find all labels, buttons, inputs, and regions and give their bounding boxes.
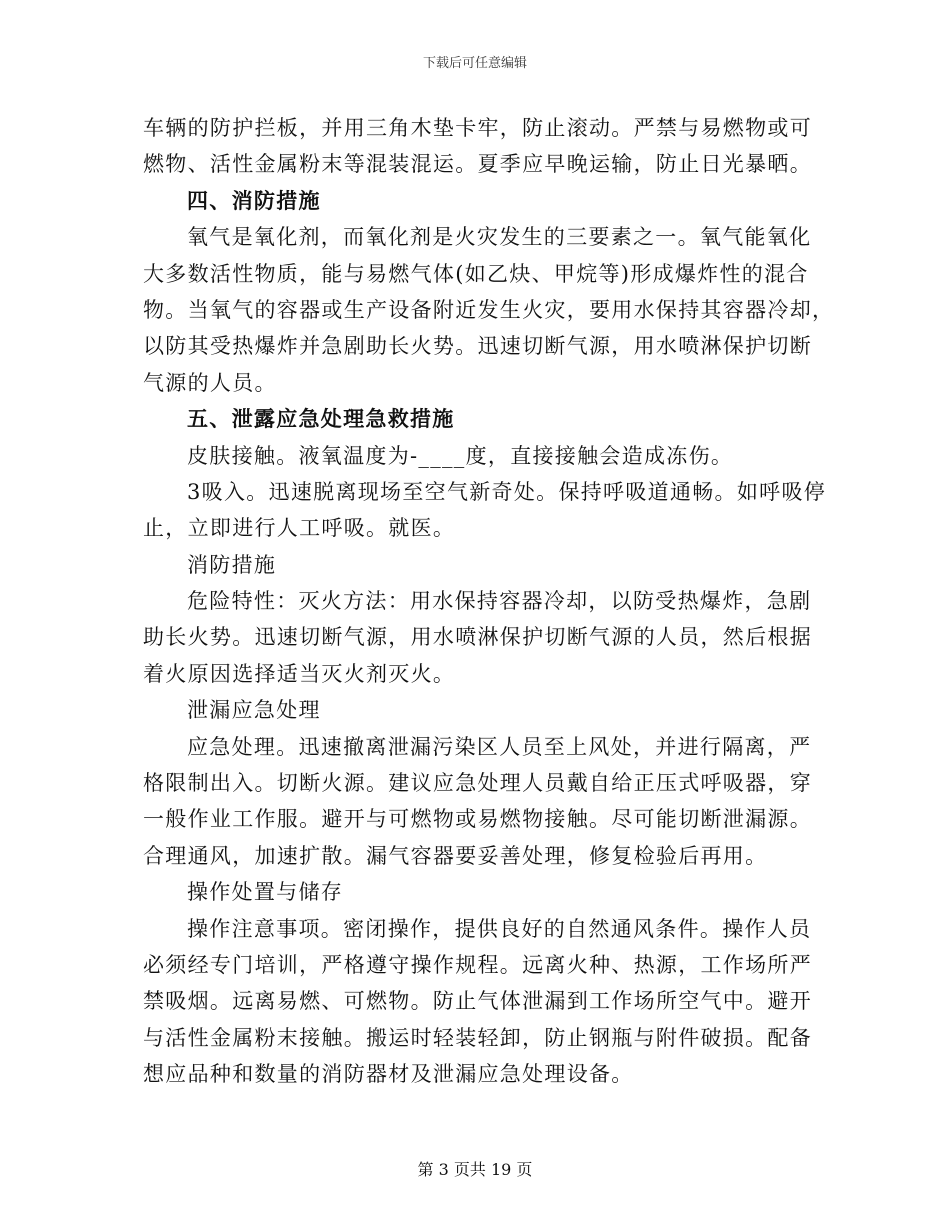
text-line: 消防措施 <box>187 552 277 577</box>
text-line: 危险特性：灭火方法：用水保持容器冷却，以防受热爆炸，急剧 <box>187 589 812 614</box>
document-body <box>143 110 835 1093</box>
text-line: 3吸入。迅速脱离现场至空气新奇处。保持呼吸道通畅。如呼吸停 <box>187 479 827 504</box>
text-line: 格限制出入。切断火源。建议应急处理人员戴自给正压式呼吸器，穿 <box>143 771 812 796</box>
text-line: 一般作业工作服。避开与可燃物或易燃物接触。尽可能切断泄漏源。 <box>143 807 812 832</box>
text-line: 想应品种和数量的消防器材及泄漏应急处理设备。 <box>143 1062 634 1087</box>
text-line: 大多数活性物质，能与易燃气体(如乙炔、甲烷等)形成爆炸性的混合 <box>143 261 809 286</box>
text-line: 与活性金属粉末接触。搬运时轻装轻卸，防止钢瓶与附件破损。配备 <box>143 1025 812 1050</box>
text-line: 止，立即进行人工呼吸。就医。 <box>143 516 456 541</box>
text-line: 助长火势。迅速切断气源，用水喷淋保护切断气源的人员，然后根据 <box>143 625 812 650</box>
page-footer: 第 3 页共 19 页 <box>417 1160 533 1179</box>
text-line: 着火原因选择适当灭火剂灭火。 <box>143 661 456 686</box>
text-line: 物。当氧气的容器或生产设备附近发生火灾，要用水保持其容器冷却， <box>143 297 835 322</box>
text-line: 氧气是氧化剂，而氧化剂是火灾发生的三要素之一。氧气能氧化 <box>187 225 812 250</box>
text-line: 操作注意事项。密闭操作，提供良好的自然通风条件。操作人员 <box>187 916 812 941</box>
text-line: 必须经专门培训，严格遵守操作规程。远离火种、热源，工作场所严 <box>143 952 812 977</box>
text-line: 泄漏应急处理 <box>187 698 321 723</box>
text-line: 操作处置与储存 <box>187 880 344 905</box>
text-line: 车辆的防护拦板，并用三角木垫卡牢，防止滚动。严禁与易燃物或可 <box>143 116 812 140</box>
section-heading: 四、消防措施 <box>187 187 321 213</box>
text-line: 应急处理。迅速撤离泄漏污染区人员至上风处，并进行隔离，严 <box>187 734 812 759</box>
section-heading: 五、泄露应急处理急救措施 <box>187 406 455 432</box>
text-line: 皮肤接触。液氧温度为-____度，直接接触会造成冻伤。 <box>187 443 734 468</box>
page-header: 下载后可任意编辑 <box>422 56 527 71</box>
text-line: 合理通风，加速扩散。漏气容器要妥善处理，修复检验后再用。 <box>143 843 768 868</box>
text-line: 燃物、活性金属粉末等混装混运。夏季应早晚运输，防止日光暴晒。 <box>143 152 812 177</box>
text-line: 禁吸烟。远离易燃、可燃物。防止气体泄漏到工作场所空气中。避开 <box>143 989 812 1014</box>
text-line: 以防其受热爆炸并急剧助长火势。迅速切断气源，用水喷淋保护切断 <box>143 334 812 359</box>
text-line: 气源的人员。 <box>143 370 277 395</box>
